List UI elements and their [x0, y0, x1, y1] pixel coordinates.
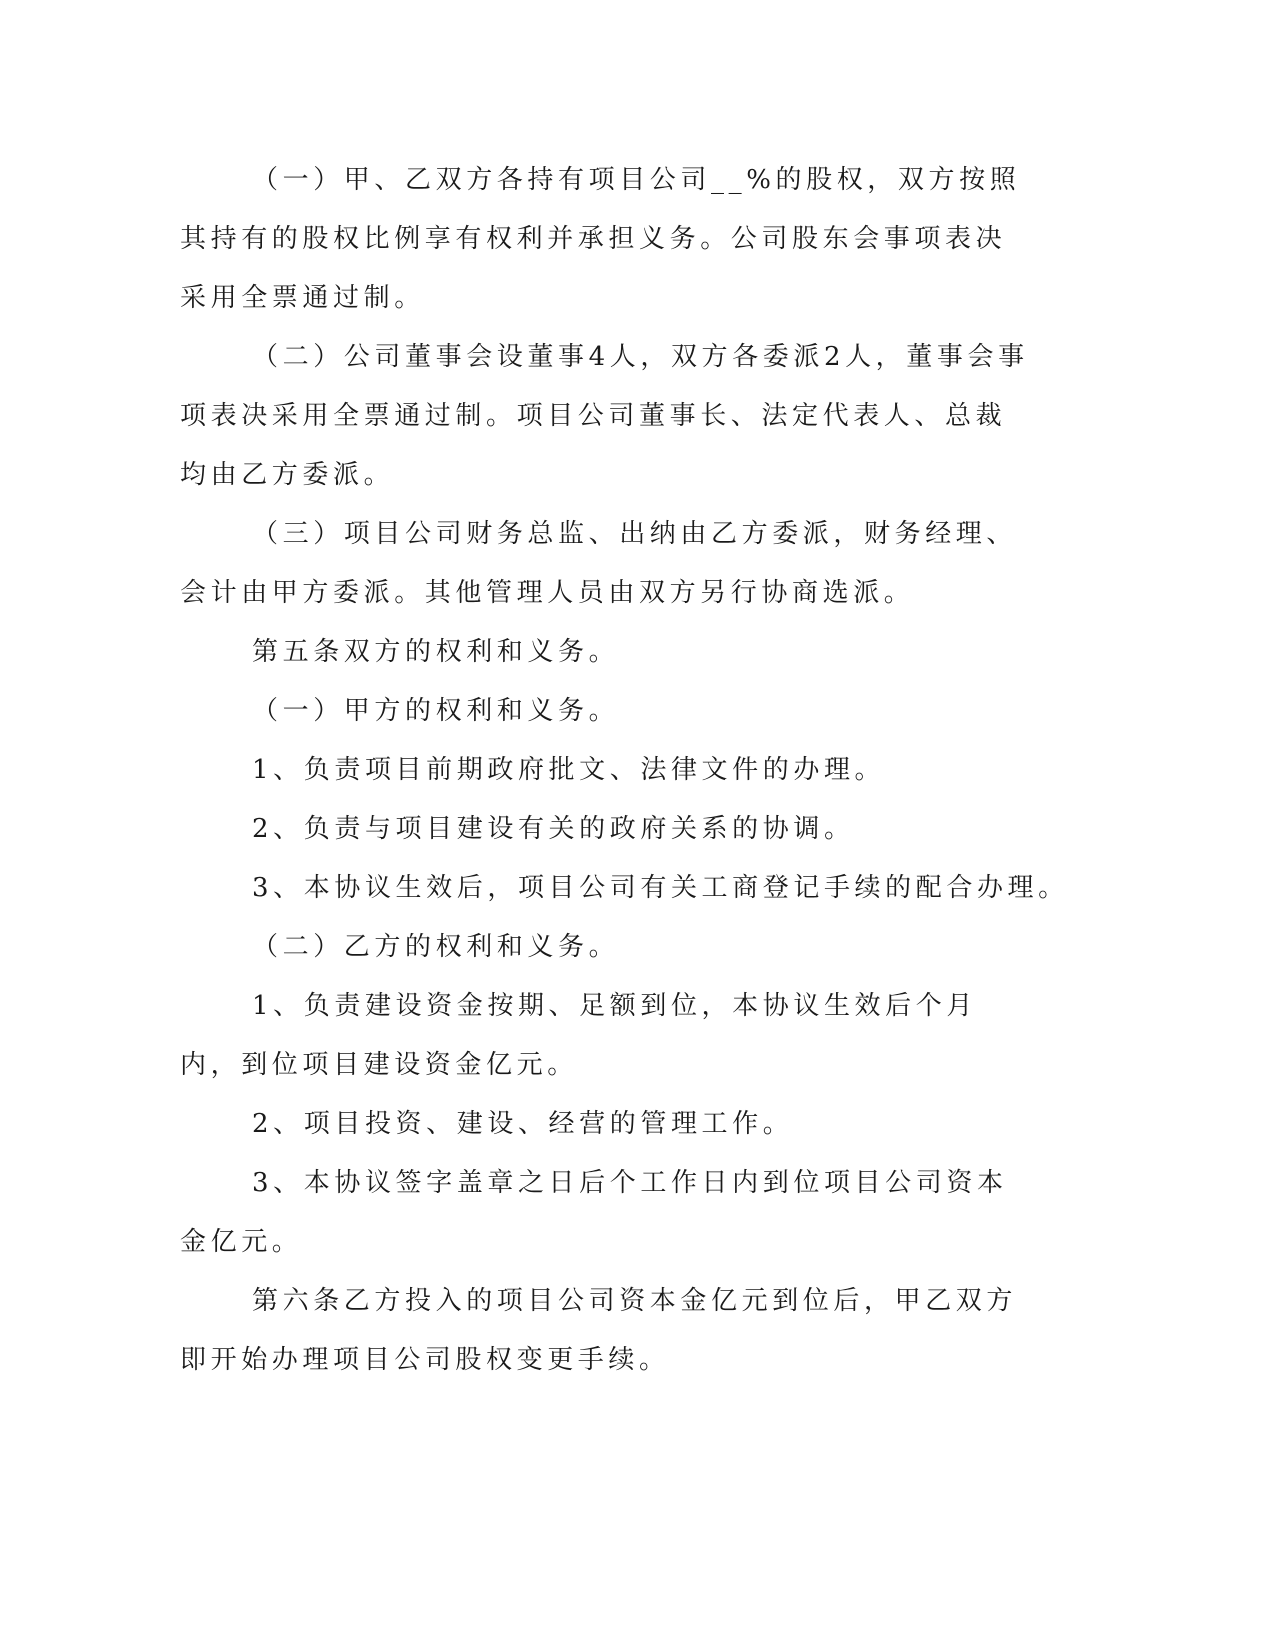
paragraph-finance-staff: （三）项目公司财务总监、出纳由乙方委派，财务经理、会计由甲方委派。其他管理人员由双方另行协商选派。 [180, 519, 1018, 608]
heading-party-b-rights: （二）乙方的权利和义务。 [252, 932, 620, 962]
list-item-party-b-3: 3、本协议签字盖章之日后个工作日内到位项目公司资本金亿元。 [180, 1168, 1008, 1257]
list-item-party-b-2: 2、项目投资、建设、经营的管理工作。 [252, 1109, 794, 1139]
heading-article-five: 第五条双方的权利和义务。 [252, 637, 620, 667]
paragraph-board-of-directors: （二）公司董事会设董事4人，双方各委派2人，董事会事项表决采用全票通过制。项目公司董事长、法定代表人、总裁均由乙方委派。 [180, 342, 1029, 490]
list-item-party-b-1: 1、负责建设资金按期、足额到位，本协议生效后个月内，到位项目建设资金亿元。 [180, 991, 977, 1080]
paragraph-shareholding: （一）甲、乙双方各持有项目公司__%的股权，双方按照其持有的股权比例享有权利并承担义务。公司股东会事项表决采用全票通过制。 [180, 165, 1021, 313]
list-item-party-a-2: 2、负责与项目建设有关的政府关系的协调。 [252, 814, 855, 844]
list-item-party-a-1: 1、负责项目前期政府批文、法律文件的办理。 [252, 755, 886, 785]
paragraph-article-six: 第六条乙方投入的项目公司资本金亿元到位后，甲乙双方即开始办理项目公司股权变更手续。 [180, 1286, 1018, 1375]
list-item-party-a-3: 3、本协议生效后，项目公司有关工商登记手续的配合办理。 [252, 873, 1069, 903]
heading-party-a-rights: （一）甲方的权利和义务。 [252, 696, 620, 726]
